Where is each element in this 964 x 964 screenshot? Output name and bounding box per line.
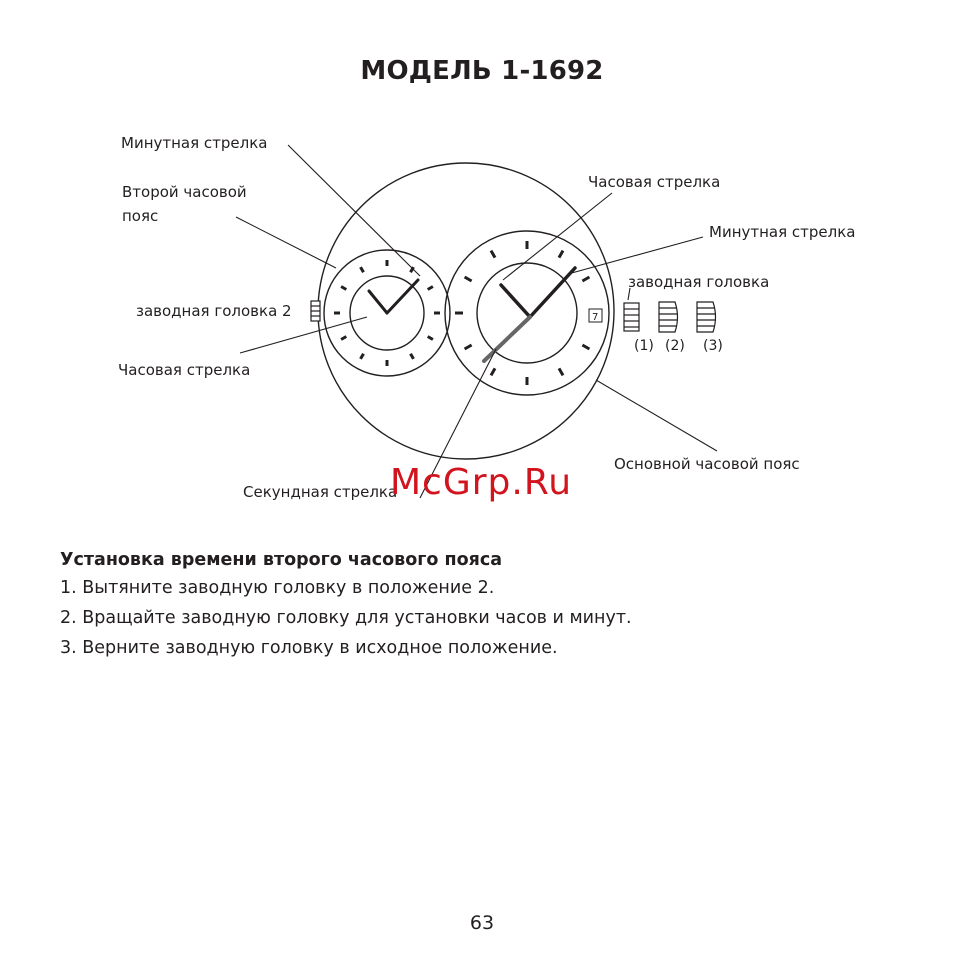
- tick-mark: [428, 337, 433, 340]
- label-second-zone-1: Второй часовой: [122, 183, 247, 201]
- tick-mark: [341, 287, 346, 290]
- label-minute-hand-right: Минутная стрелка: [709, 223, 856, 241]
- tick-mark: [559, 251, 563, 258]
- page-title: МОДЕЛЬ 1-1692: [360, 56, 604, 86]
- crown-position-3: [697, 302, 716, 332]
- leader-main-zone: [596, 380, 717, 451]
- left-crown: [311, 301, 320, 321]
- tick-mark: [428, 287, 433, 290]
- tick-mark: [491, 251, 495, 258]
- page-number: 63: [469, 912, 495, 934]
- watch-case: [318, 163, 614, 459]
- tick-mark: [341, 337, 346, 340]
- crown-pos-label-2: (2): [665, 338, 685, 354]
- label-minute-hand-left: Минутная стрелка: [121, 134, 268, 152]
- tick-mark: [411, 354, 414, 359]
- leader-minute-left: [288, 145, 420, 276]
- label-hour-hand-left: Часовая стрелка: [118, 361, 251, 379]
- tick-mark: [559, 368, 563, 375]
- tick-mark: [465, 345, 472, 349]
- instruction-step-3: 3. Верните заводную головку в исходное положение.: [60, 638, 558, 658]
- tick-mark: [361, 267, 364, 272]
- date-value: 7: [592, 312, 599, 323]
- leader-hour-left: [240, 317, 367, 353]
- crown-pos-label-1: (1): [634, 338, 654, 354]
- sub-hour-hand: [369, 291, 387, 313]
- instructions: [60, 550, 920, 666]
- main-crown: [624, 303, 639, 331]
- label-crown-2: заводная головка 2: [136, 302, 292, 320]
- label-main-zone: Основной часовой пояс: [614, 455, 800, 473]
- crown-pos-label-3: (3): [703, 338, 723, 354]
- tick-mark: [491, 368, 495, 375]
- tick-mark: [361, 354, 364, 359]
- tick-mark: [465, 277, 472, 281]
- instructions-heading: Установка времени второго часового пояса: [60, 550, 503, 570]
- main-minute-hand: [530, 268, 575, 317]
- main-second-hand: [484, 317, 530, 361]
- crown-position-2: [659, 302, 678, 332]
- leader-second-zone: [236, 217, 336, 268]
- label-hour-hand-right: Часовая стрелка: [588, 173, 721, 191]
- sub-minute-hand: [387, 280, 418, 313]
- leader-minute-right: [568, 237, 703, 274]
- watermark: McGrp.Ru: [390, 462, 573, 503]
- tick-mark: [582, 345, 589, 349]
- label-crown: заводная головка: [628, 273, 770, 291]
- label-second-hand: Секундная стрелка: [243, 483, 398, 501]
- instruction-step-2: 2. Вращайте заводную головку для установки часов и минут.: [60, 608, 632, 628]
- main-hour-hand: [501, 285, 530, 317]
- instruction-step-1: 1. Вытяните заводную головку в положение 2.: [60, 578, 495, 598]
- label-second-zone-2: пояс: [122, 207, 159, 225]
- tick-mark: [582, 277, 589, 281]
